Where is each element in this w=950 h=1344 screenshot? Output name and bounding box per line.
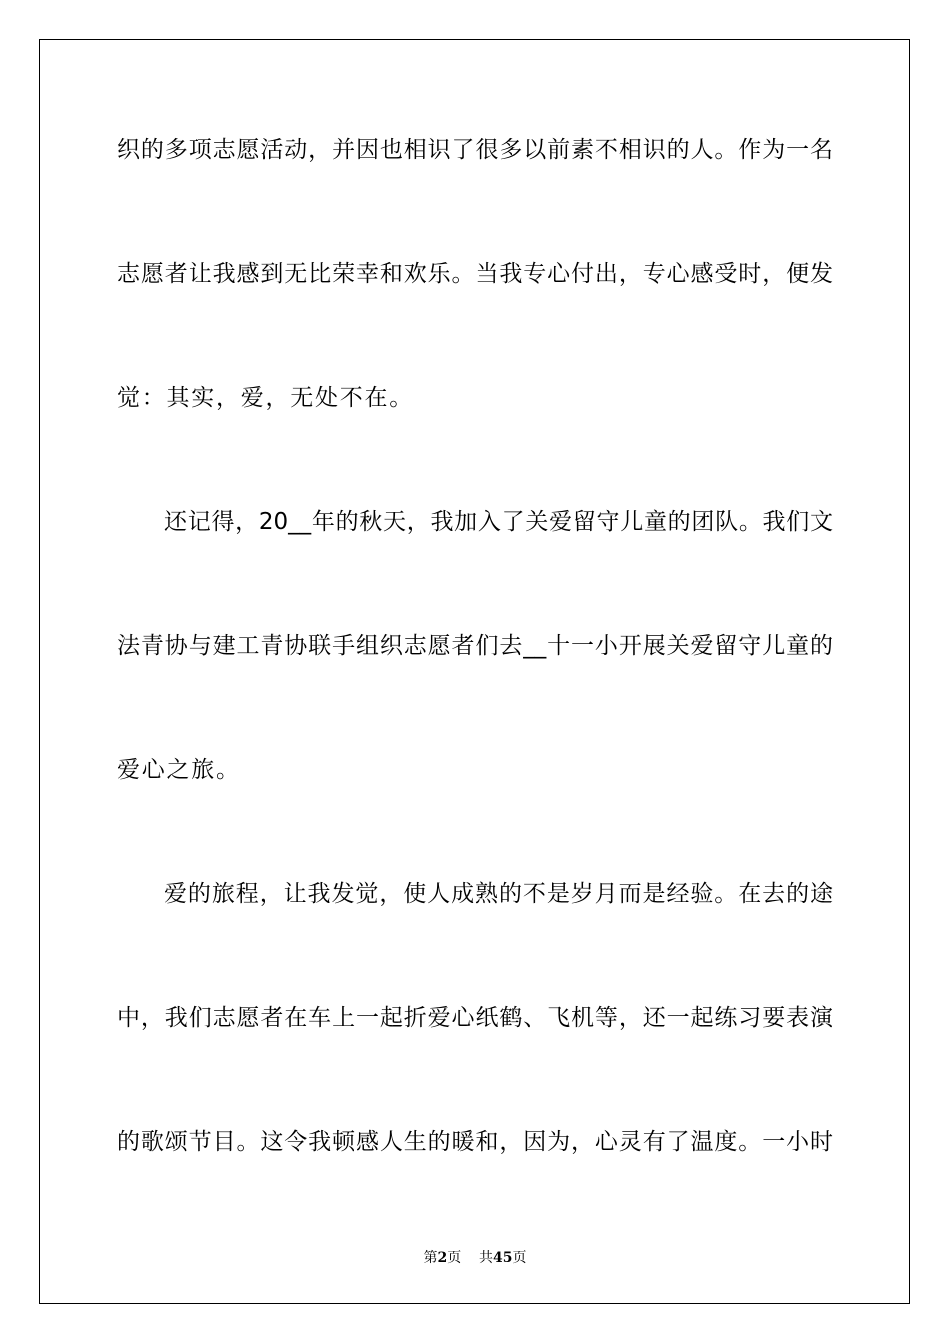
paragraph-line-5: 法青协与建工青协联手组织志愿者们去__十一小开展关爱留守儿童的 (117, 633, 833, 659)
paragraph-line-7: 爱的旅程，让我发觉，使人成熟的不是岁月而是经验。在去的途 (164, 881, 833, 907)
paragraph-line-9: 的歌颂节目。这令我顿感人生的暖和，因为，心灵有了温度。一小时 (117, 1129, 833, 1155)
total-suffix: 页 (512, 1250, 527, 1266)
page-footer (0, 1247, 950, 1267)
page-prefix: 第 (423, 1250, 438, 1266)
paragraph-line-4: 还记得，20__年的秋天，我加入了关爱留守儿童的团队。我们文 (164, 509, 833, 535)
page-number: 2 (437, 1250, 448, 1266)
paragraph-line-1: 织的多项志愿活动，并因也相识了很多以前素不相识的人。作为一名 (117, 137, 833, 163)
page-suffix: 页 (447, 1250, 462, 1266)
paragraph-line-8: 中，我们志愿者在车上一起折爱心纸鹤、飞机等，还一起练习要表演 (117, 1005, 833, 1031)
paragraph-line-6: 爱心之旅。 (117, 757, 241, 783)
total-prefix: 共 (479, 1250, 494, 1266)
paragraph-line-3: 觉：其实，爱，无处不在。 (117, 385, 414, 411)
page-border (39, 39, 910, 1304)
paragraph-line-2: 志愿者让我感到无比荣幸和欢乐。当我专心付出，专心感受时，便发 (117, 261, 833, 287)
total-pages: 45 (493, 1250, 513, 1266)
